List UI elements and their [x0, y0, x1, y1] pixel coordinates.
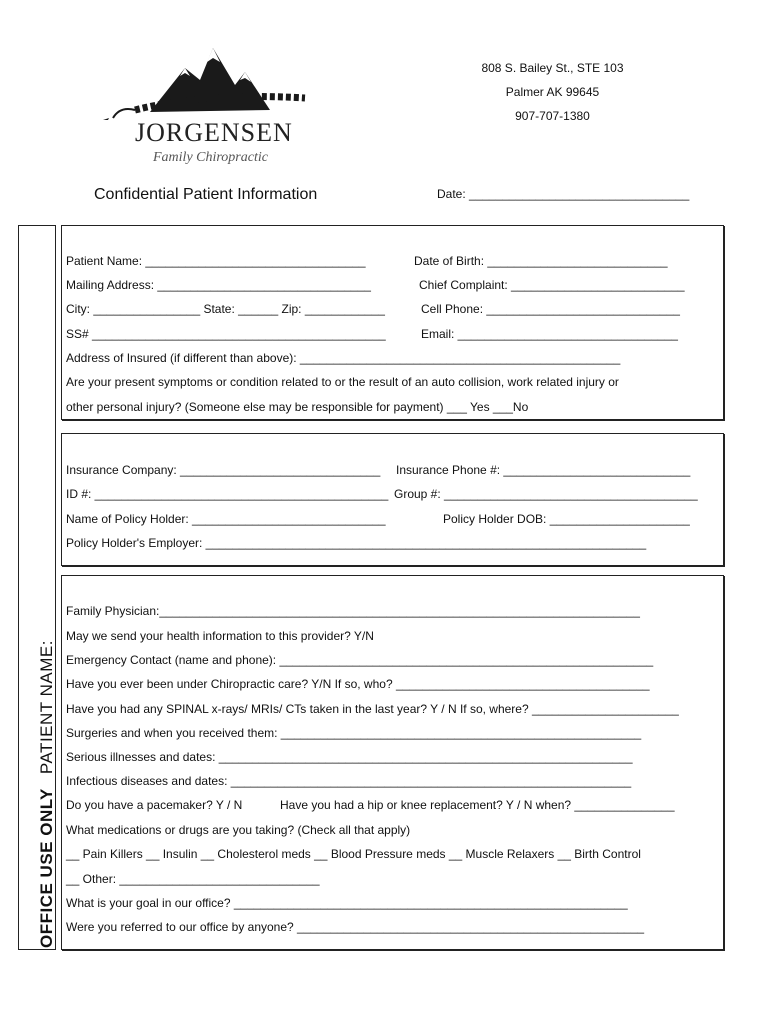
patient-name-field[interactable]: Patient Name: _________________________________: [66, 254, 366, 268]
emergency-contact-field[interactable]: Emergency Contact (name and phone): ________________________________________________________: [66, 653, 654, 667]
brand-subtitle: Family Chiropractic: [153, 150, 268, 165]
brand-name: JORGENSEN: [135, 118, 293, 147]
policy-holder-field[interactable]: Name of Policy Holder: _____________________________: [66, 512, 386, 526]
goal-field[interactable]: What is your goal in our office? ___________________________________________________________: [66, 896, 628, 910]
policy-holder-employer-field[interactable]: Policy Holder's Employer: __________________________________________________________________: [66, 536, 647, 550]
patient-name-label: PATIENT NAME:: [37, 640, 56, 775]
medications-question: What medications or drugs are you taking? (Check all that apply): [66, 823, 411, 837]
payment-question[interactable]: other personal injury? (Someone else may be responsible for payment) ___ Yes ___No: [66, 400, 529, 414]
injury-question: Are your present symptoms or condition related to or the result of an auto collision, work related injury or: [66, 375, 619, 389]
surgeries-field[interactable]: Surgeries and when you received them: ______________________________________________________: [66, 726, 642, 740]
mailing-address-field[interactable]: Mailing Address: ________________________________: [66, 278, 371, 292]
insured-address-field[interactable]: Address of Insured (if different than above): ________________________________________________: [66, 351, 621, 365]
date-field[interactable]: Date: _________________________________: [437, 187, 690, 201]
dob-field[interactable]: Date of Birth: ___________________________: [414, 254, 668, 268]
pacemaker-question[interactable]: Do you have a pacemaker? Y / N: [66, 798, 243, 812]
chief-complaint-field[interactable]: Chief Complaint: __________________________: [419, 278, 685, 292]
office-use-label: [37, 640, 57, 948]
insurance-phone-field[interactable]: Insurance Phone #: ____________________________: [396, 463, 691, 477]
email-field[interactable]: Email: _________________________________: [421, 327, 678, 341]
send-info-question[interactable]: May we send your health information to this provider? Y/N: [66, 629, 374, 643]
hip-knee-question[interactable]: Have you had a hip or knee replacement? Y / N when? _______________: [280, 798, 675, 812]
policy-holder-dob-field[interactable]: Policy Holder DOB: _____________________: [443, 512, 690, 526]
other-medications-field[interactable]: __ Other: ______________________________: [66, 872, 320, 886]
mountain-spine-logo-icon: [95, 40, 315, 120]
id-field[interactable]: ID #: ____________________________________________: [66, 487, 389, 501]
infectious-diseases-field[interactable]: Infectious diseases and dates: ____________________________________________________________: [66, 774, 632, 788]
office-use-text: OFFICE USE ONLY: [37, 788, 56, 948]
serious-illnesses-field[interactable]: Serious illnesses and dates: ______________________________________________________________: [66, 750, 633, 764]
insurance-company-field[interactable]: Insurance Company: ______________________________: [66, 463, 381, 477]
family-physician-field[interactable]: Family Physician:________________________________________________________________________: [66, 604, 640, 618]
spinal-xray-question[interactable]: Have you had any SPINAL x-rays/ MRIs/ CTs taken in the last year? Y / N If so, where? ______________________: [66, 702, 679, 716]
medications-options[interactable]: __ Pain Killers __ Insulin __ Cholesterol meds __ Blood Pressure meds __ Muscle Relaxers __ Birth Control: [66, 847, 641, 861]
clinic-street: 808 S. Bailey St., STE 103: [481, 61, 624, 75]
referral-field[interactable]: Were you referred to our office by anyone? ____________________________________________________: [66, 920, 645, 934]
chiropractic-care-question[interactable]: Have you ever been under Chiropractic care? Y/N If so, who? ______________________________________: [66, 677, 650, 691]
clinic-phone: 907-707-1380: [515, 109, 590, 123]
clinic-city: Palmer AK 99645: [505, 85, 600, 99]
city-state-zip-field[interactable]: City: ________________ State: ______ Zip: ____________: [66, 302, 385, 316]
page-title: Confidential Patient Information: [94, 186, 318, 203]
group-field[interactable]: Group #: ______________________________________: [394, 487, 698, 501]
cell-phone-field[interactable]: Cell Phone: _____________________________: [421, 302, 680, 316]
clinic-logo: [95, 40, 315, 175]
ssn-field[interactable]: SS# ____________________________________________: [66, 327, 386, 341]
